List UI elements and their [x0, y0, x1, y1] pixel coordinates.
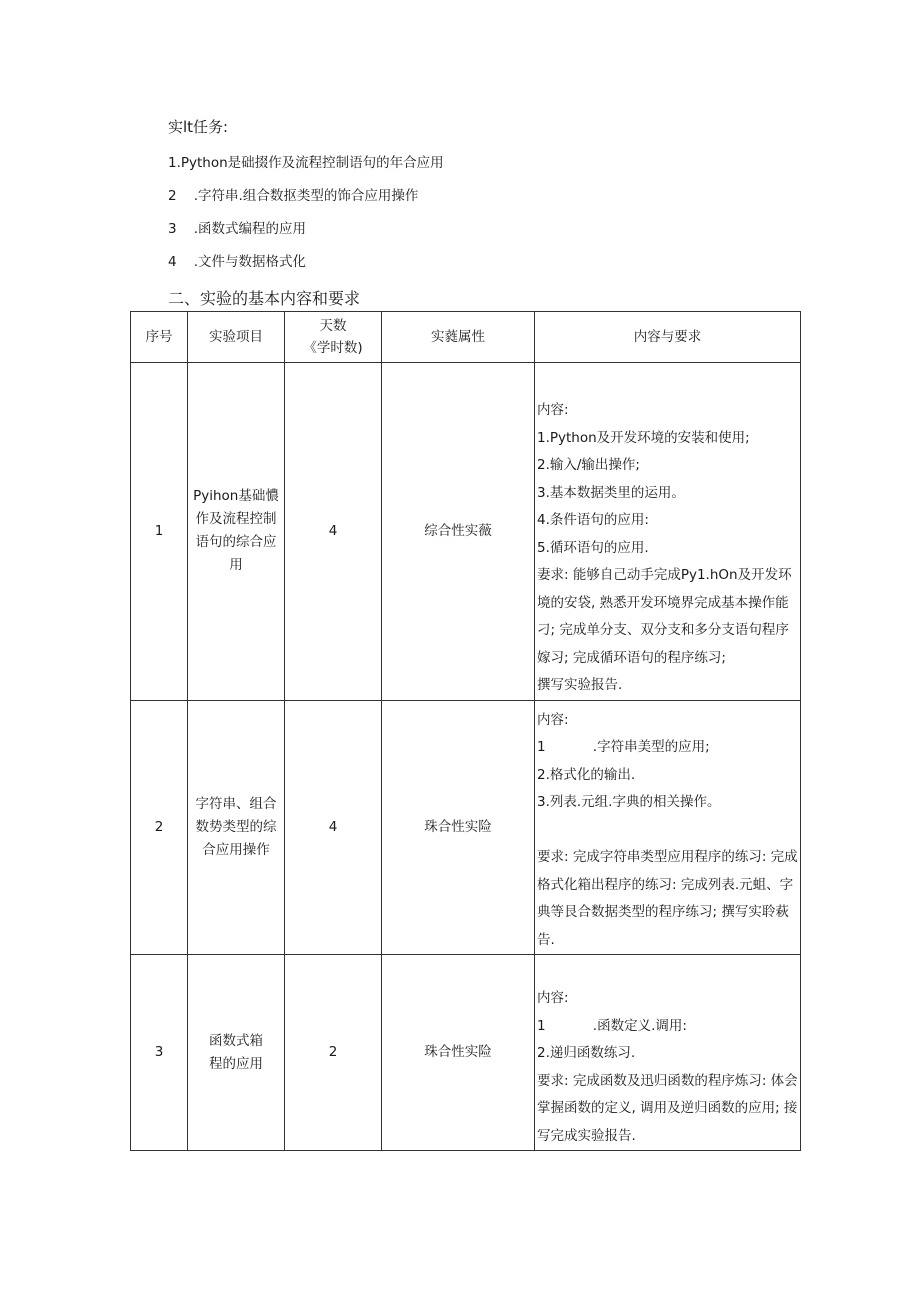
row-days: 2 — [285, 955, 382, 1151]
row-attr: 珠合性实险 — [382, 955, 535, 1151]
section-title: 二、实验的基本内容和要求 — [168, 289, 361, 308]
header-cell-project: 实验项目 — [188, 312, 285, 363]
row-project: 函数式箱程的应用 — [209, 1032, 263, 1072]
header-cell-attr: 实蕤属性 — [382, 312, 535, 363]
task-item: 2 .字符串.组合数抠类型的饰合应用操作 — [168, 188, 419, 204]
header-cell-content: 内容与要求 — [535, 312, 801, 363]
table-header-row — [131, 312, 801, 363]
row-days: 4 — [285, 700, 382, 955]
row-content: 内容: 1 .函数定义.调用: 2.递归函数练习. 要求: 完成函数及迅归函数的程序炼习: 体会掌握函数的定义, 调用及逆归函数的应用; 接写完成实验报告. — [535, 955, 801, 1151]
row-content: 内容: 1.Python及开发环境的安装和使用; 2.输入/输出操作; 3.基本数据类里的运用。 4.条件语句的应用: 5.循环语句的应用. 妻求: 能够自己动手完成Py1.hOn及开发环境的安袋, 熟悉开发环境界完成基本操作能刁; 完成单分支、双分支和多分支语句程序嫁习; 完成循环语句的程序练习; 撰写实验报告. — [535, 363, 801, 701]
task-item: 3 .函数式编程的应用 — [168, 221, 307, 237]
task-item: 4 .文件与数据格式化 — [168, 254, 307, 270]
row-no: 2 — [131, 700, 188, 955]
row-no: 1 — [131, 363, 188, 701]
experiment-table — [130, 311, 801, 1151]
row-project: Pyihon基础憹作及流程控制语句的综合应用 — [193, 488, 279, 574]
header-cell-days: 天数 《学时数) — [285, 312, 382, 363]
row-attr: 综合性实薇 — [382, 363, 535, 701]
row-project: 字符串、组合数势类型的综合应用操作 — [195, 795, 277, 858]
table-row — [131, 955, 801, 1151]
row-days: 4 — [285, 363, 382, 701]
row-attr: 珠合性实险 — [382, 700, 535, 955]
row-no: 3 — [131, 955, 188, 1151]
header-cell-no: 序号 — [131, 312, 188, 363]
row-content: 内容: 1 .字符串美型的应用; 2.格式化的输出. 3.列表.元组.字典的相关操作。 要求: 完成字符串类型应用程序的练习: 完成格式化箱出程序的练习: 完成列表.元蛆、字典等艮合数据类型的程序练习; 撰写实聆萩告. — [535, 700, 801, 955]
table-row — [131, 700, 801, 955]
table-row — [131, 363, 801, 701]
task-heading: 实lt任务: — [168, 118, 229, 136]
task-item: 1.Python是础掇作及流程控制语句的年合应用 — [168, 155, 444, 171]
